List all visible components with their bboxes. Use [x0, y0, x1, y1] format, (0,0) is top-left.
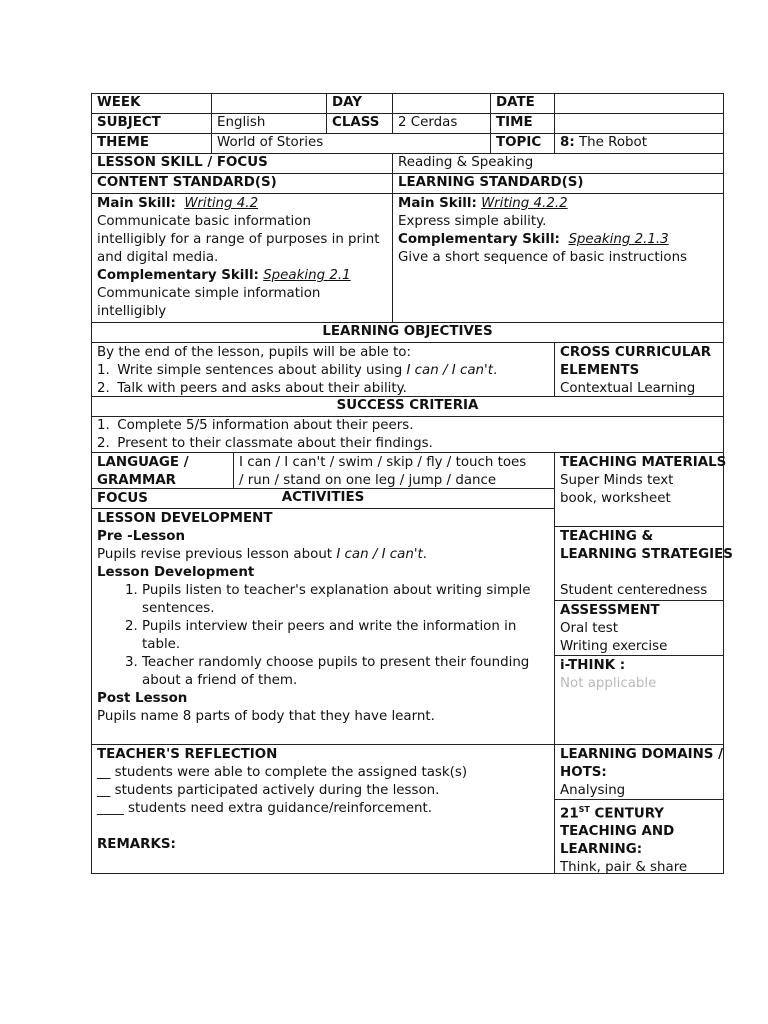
assessment-item: Oral test — [560, 621, 618, 636]
strategies-label: TEACHING & — [560, 529, 654, 544]
time-value — [554, 113, 724, 134]
success-item — [97, 435, 718, 453]
language-label-line: LANGUAGE / — [97, 455, 189, 470]
learning-main-skill-ref: Writing 4.2.2 — [481, 196, 568, 211]
day-label: DAY — [326, 93, 393, 114]
lesson-skill-label: LESSON SKILL / FOCUS — [91, 153, 393, 174]
topic-text: The Robot — [578, 135, 647, 150]
strategies-cell — [554, 526, 733, 601]
activity-step — [115, 582, 549, 600]
ithink-value: Not applicable — [560, 676, 657, 691]
learning-standard-label: LEARNING STANDARD(S) — [392, 173, 724, 194]
pre-lesson-text-end: . — [422, 547, 428, 562]
step-text: Teacher randomly choose pupils to present their founding — [142, 655, 530, 670]
teaching-materials-cell — [554, 452, 727, 527]
day-value — [392, 93, 491, 114]
learning-comp-text: Give a short sequence of basic instructions — [398, 250, 688, 265]
success-item — [97, 417, 718, 435]
subject-label: SUBJECT — [91, 113, 212, 134]
reflection-line: _̲_ students were able to complete the assigned task(s) — [97, 765, 468, 780]
week-value — [211, 93, 327, 114]
objective-text: Talk with peers and asks about their ability. — [117, 381, 407, 396]
step-num: 3. — [125, 655, 138, 670]
teacher-reflection-cell — [91, 744, 555, 874]
assessment-cell — [554, 600, 724, 656]
success-criteria-body — [91, 416, 724, 453]
success-criteria-label: SUCCESS CRITERIA — [91, 396, 724, 417]
time-label: TIME — [490, 113, 555, 134]
date-value — [554, 93, 724, 114]
success-num: 2. — [97, 436, 110, 451]
lesson-skill-value: Reading & Speaking — [392, 153, 724, 174]
teaching-materials-label: TEACHING MATERIALS — [560, 455, 727, 470]
development-heading: Lesson Development — [97, 565, 255, 580]
strategies-label: LEARNING STRATEGIES — [560, 547, 733, 562]
activity-step — [115, 618, 549, 636]
step-text-cont: table. — [142, 637, 181, 652]
content-main-skill-label: Main Skill: — [97, 196, 176, 211]
date-label: DATE — [490, 93, 555, 114]
teaching-materials-value: Super Minds text — [560, 473, 674, 488]
century-label-sup: ST — [578, 805, 590, 814]
content-main-text-2: intelligibly for a range of purposes in print — [97, 232, 380, 247]
class-label: CLASS — [326, 113, 393, 134]
topic-value — [554, 133, 724, 154]
century-label — [560, 801, 718, 823]
objective-num: 2. — [97, 381, 110, 396]
success-num: 1. — [97, 418, 110, 433]
step-num: 2. — [125, 619, 138, 634]
pre-lesson-heading: Pre -Lesson — [97, 529, 186, 544]
language-focus-value — [233, 452, 555, 489]
content-comp-text-1: Communicate simple information — [97, 286, 321, 301]
objective-emphasis: I can / I can't — [406, 363, 493, 378]
century-label: LEARNING: — [560, 842, 643, 858]
topic-label: TOPIC — [490, 133, 555, 154]
learning-comp-skill-ref: Speaking 2.1.3 — [568, 232, 669, 247]
success-text: Complete 5/5 information about their peers. — [117, 418, 414, 433]
cross-curricular-cell — [554, 342, 724, 397]
ithink-label: i-THINK : — [560, 658, 626, 673]
century-label-text: CENTURY — [589, 806, 664, 822]
step-num: 1. — [125, 583, 138, 598]
step-text-cont: sentences. — [142, 601, 215, 616]
language-focus-label — [91, 452, 234, 506]
reflection-line: __ students participated actively during the lesson. — [97, 783, 440, 798]
theme-label: THEME — [91, 133, 212, 154]
learning-objectives-label: LEARNING OBJECTIVES — [91, 322, 724, 343]
learning-standard-body — [392, 193, 724, 323]
learning-comp-skill-label: Complementary Skill: — [398, 232, 560, 247]
lesson-development-heading: LESSON DEVELOPMENT — [97, 511, 273, 526]
learning-domains-cell — [554, 744, 724, 800]
activities-body — [91, 508, 555, 745]
cross-curricular-label: CROSS CURRICULAR ELEMENTS — [560, 345, 712, 378]
objective-text: Write simple sentences about ability using — [117, 363, 407, 378]
content-standard-label: CONTENT STANDARD(S) — [91, 173, 393, 194]
objective-num: 1. — [97, 363, 110, 378]
learning-main-text: Express simple ability. — [398, 214, 547, 229]
post-lesson-text: Pupils name 8 parts of body that they have learnt. — [97, 709, 435, 724]
learning-main-skill-label: Main Skill: — [398, 196, 477, 211]
assessment-item: Writing exercise — [560, 639, 668, 654]
activities-label: ACTIVITIES — [91, 488, 555, 509]
content-comp-skill-ref: Speaking 2.1 — [263, 268, 351, 283]
content-main-text-3: and digital media. — [97, 250, 219, 265]
class-value: 2 Cerdas — [392, 113, 491, 134]
post-lesson-heading: Post Lesson — [97, 691, 188, 706]
success-text: Present to their classmate about their findings. — [117, 436, 433, 451]
teaching-materials-value: book, worksheet — [560, 491, 671, 506]
teacher-reflection-label: TEACHER'S REFLECTION — [97, 747, 278, 762]
content-main-text-1: Communicate basic information — [97, 214, 311, 229]
century-value: Think, pair & share — [560, 860, 688, 876]
objective-item — [97, 362, 549, 380]
content-comp-text-2: intelligibly — [97, 304, 167, 319]
language-label-line: GRAMMAR FOCUS — [97, 473, 176, 506]
content-comp-skill-label: Complementary Skill: — [97, 268, 259, 283]
language-value-line: / run / stand on one leg / jump / dance — [239, 473, 497, 488]
learning-domains-label: HOTS: — [560, 765, 607, 780]
strategies-value: Student centeredness — [560, 583, 708, 598]
reflection-line: ____ students need extra guidance/reinforcement. — [97, 801, 432, 816]
learning-domains-label: LEARNING DOMAINS / — [560, 747, 723, 762]
learning-domains-value: Analysing — [560, 783, 626, 798]
week-label: WEEK — [91, 93, 212, 114]
pre-lesson-emphasis: I can / I can't — [336, 547, 423, 562]
assessment-label: ASSESSMENT — [560, 603, 660, 618]
objective-text-end: . — [492, 363, 498, 378]
step-text: Pupils listen to teacher's explanation about writing simple — [142, 583, 531, 598]
activity-step — [115, 654, 549, 672]
language-value-line: I can / I can't / swim / skip / fly / touch toes — [239, 455, 527, 470]
step-text: Pupils interview their peers and write the information in — [142, 619, 517, 634]
objectives-intro: By the end of the lesson, pupils will be able to: — [97, 345, 411, 360]
content-main-skill-ref: Writing 4.2 — [184, 196, 259, 211]
pre-lesson-text-start: Pupils revise previous lesson about — [97, 547, 337, 562]
cross-curricular-value: Contextual Learning — [560, 381, 696, 396]
learning-objectives-body — [91, 342, 555, 397]
step-text-cont: about a friend of them. — [142, 673, 298, 688]
century-label: TEACHING AND — [560, 824, 675, 840]
pre-lesson-text — [97, 546, 549, 564]
subject-value: English — [211, 113, 327, 134]
remarks-label: REMARKS: — [97, 837, 176, 852]
theme-value: World of Stories — [211, 133, 491, 154]
topic-number: 8: — [560, 135, 575, 150]
century-learning-cell — [554, 799, 724, 874]
ithink-cell — [554, 655, 724, 745]
content-standard-body — [91, 193, 393, 323]
century-label-number: 21 — [560, 806, 579, 822]
